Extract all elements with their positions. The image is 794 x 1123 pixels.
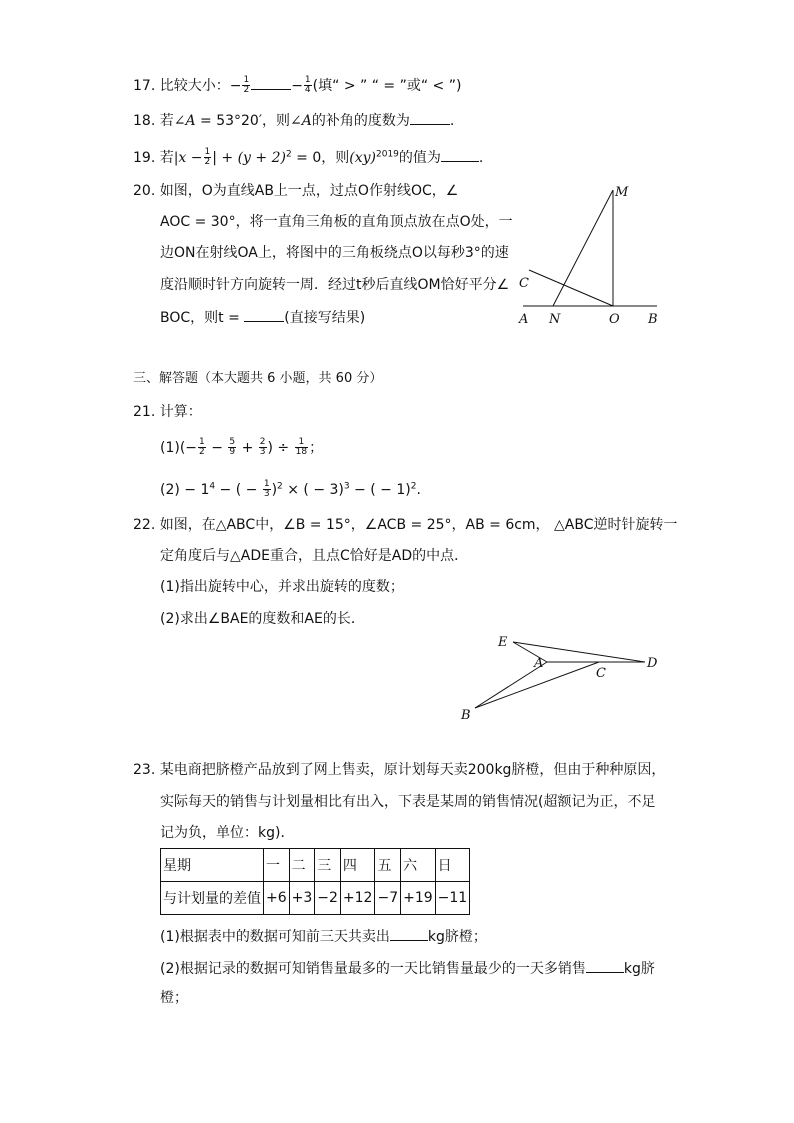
label-M: M: [615, 185, 629, 200]
fraction: $\frac{1}{2}$: [243, 75, 250, 96]
label-D: D: [647, 656, 658, 671]
section-heading: 三、解答题（本大题共 6 小题，共 60 分）: [133, 371, 383, 386]
question-19: 19. 若|x − $\frac{1}{2}$ | + $(y + 2)^2 = 0$，则(xy)$^{2019}$的值为 .: [133, 147, 484, 168]
label-O: O: [609, 312, 620, 327]
label-A: A: [519, 312, 529, 327]
figure-triangle-rotation: [455, 628, 675, 728]
answer-blank: [586, 960, 624, 973]
expression-1: (1)(− $\frac{1}{2}$ − $\frac{5}{9}$ + $\frac{2}{3}$ ) ÷ $\frac{1}{18}$ ；: [160, 437, 324, 458]
answer-blank: [244, 309, 284, 322]
question-17: 17. 比较大小：− $\frac{1}{2}$ − $\frac{1}{4}$ (填“ > ” “ = ”或“ < ”): [133, 75, 462, 96]
label-B: B: [648, 312, 658, 327]
table-row: 与计划量的差值 +6 +3 −2 +12 −7 +19 −11: [161, 882, 470, 915]
question-number: 23.: [133, 762, 156, 778]
fraction: $\frac{1}{2}$: [204, 147, 211, 168]
label-N: N: [549, 312, 561, 327]
expression-2: $(2) - 1^4$ − ( − $\frac{1}{3}$ )$^2$ × ( − 3)$^3$ − ( − 1)$^2$.: [160, 479, 421, 500]
question-number: 18.: [133, 113, 156, 129]
question-number: 22.: [133, 517, 156, 533]
answer-blank: [410, 112, 450, 125]
question-18: 18. 若∠A = 53°20′，则∠A的补角的度数为 .: [133, 113, 455, 129]
label-A: A: [534, 656, 544, 671]
question-number: 21.: [133, 404, 156, 420]
question-number: 19.: [133, 149, 156, 166]
sales-table: [160, 848, 470, 915]
fraction: $\frac{1}{4}$: [304, 75, 311, 96]
figure-angle-diagram: [505, 180, 675, 330]
question-number: 17.: [133, 77, 156, 94]
answer-blank: [251, 77, 291, 90]
label-B: B: [461, 708, 471, 723]
label-C: C: [519, 276, 529, 291]
question-number: 20.: [133, 183, 156, 199]
label-C: C: [596, 666, 606, 681]
answer-blank: [390, 928, 428, 941]
label-E: E: [498, 635, 508, 650]
answer-blank: [441, 149, 479, 162]
table-row: 星期 一 二 三 四 五 六 日: [161, 849, 470, 882]
